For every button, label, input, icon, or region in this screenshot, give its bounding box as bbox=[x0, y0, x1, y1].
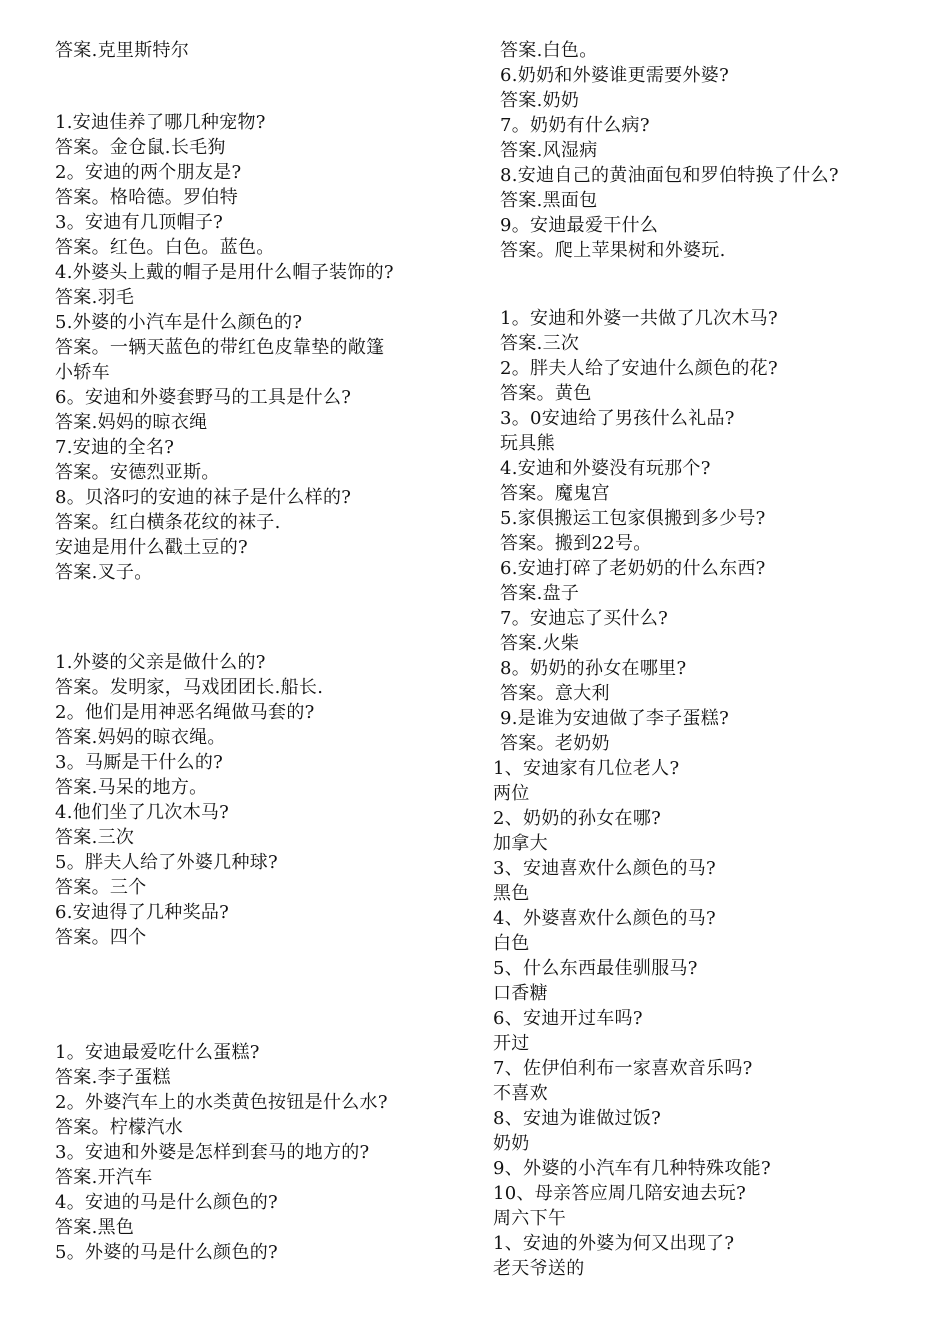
text-line: 答案.羽毛 bbox=[55, 287, 135, 308]
text-line: 5.外婆的小汽车是什么颜色的? bbox=[55, 312, 303, 333]
text-line: 开过 bbox=[493, 1033, 530, 1054]
text-line: 白色 bbox=[493, 933, 530, 954]
text-line: 答案.盘子 bbox=[500, 583, 580, 604]
text-line: 答案.克里斯特尔 bbox=[55, 40, 190, 61]
text-line: 6、安迪开过车吗? bbox=[493, 1008, 643, 1029]
text-line: 答案.黑面包 bbox=[500, 190, 598, 211]
text-line: 答案.奶奶 bbox=[500, 90, 580, 111]
text-line: 5、什么东西最佳驯服马? bbox=[493, 958, 698, 979]
text-line: 两位 bbox=[493, 783, 530, 804]
text-line: 老天爷送的 bbox=[493, 1258, 585, 1279]
text-line: 答案.叉子。 bbox=[55, 562, 153, 583]
text-line: 4、外婆喜欢什么颜色的马? bbox=[493, 908, 717, 929]
text-line: 5.家俱搬运工包家俱搬到多少号? bbox=[500, 508, 766, 529]
text-line: 答案。柠檬汽水 bbox=[55, 1117, 184, 1138]
text-line: 答案.风湿病 bbox=[500, 140, 598, 161]
text-line: 1.外婆的父亲是做什么的? bbox=[55, 652, 266, 673]
text-line: 4.外婆头上戴的帽子是用什么帽子装饰的? bbox=[55, 262, 394, 283]
text-line: 2。胖夫人给了安迪什么颜色的花? bbox=[500, 358, 778, 379]
text-line: 2、奶奶的孙女在哪? bbox=[493, 808, 662, 829]
text-line: 5。外婆的马是什么颜色的? bbox=[55, 1242, 279, 1263]
text-line: 7.安迪的全名? bbox=[55, 437, 175, 458]
text-line: 1.安迪佳养了哪几种宠物? bbox=[55, 112, 266, 133]
text-line: 答案.马呆的地方。 bbox=[55, 777, 208, 798]
text-line: 4。安迪的马是什么颜色的? bbox=[55, 1192, 279, 1213]
text-line: 答案。爬上苹果树和外婆玩. bbox=[500, 240, 726, 261]
text-line: 8。贝洛叼的安迪的袜子是什么样的? bbox=[55, 487, 352, 508]
text-line: 玩具熊 bbox=[500, 433, 555, 454]
text-line: 1。安迪和外婆一共做了几次木马? bbox=[500, 308, 778, 329]
text-line: 1。安迪最爱吃什么蛋糕? bbox=[55, 1042, 260, 1063]
text-line: 7。安迪忘了买什么? bbox=[500, 608, 669, 629]
text-line: 9.是谁为安迪做了李子蛋糕? bbox=[500, 708, 730, 729]
text-line: 1、安迪的外婆为何又出现了? bbox=[493, 1233, 735, 1254]
text-line: 10、母亲答应周几陪安迪去玩? bbox=[493, 1183, 747, 1204]
text-line: 2。外婆汽车上的水类黄色按钮是什么水? bbox=[55, 1092, 388, 1113]
text-line: 答案.白色。 bbox=[500, 40, 598, 61]
text-line: 黑色 bbox=[493, 883, 530, 904]
text-line: 4.安迪和外婆没有玩那个? bbox=[500, 458, 711, 479]
text-line: 3。0安迪给了男孩什么礼品? bbox=[500, 408, 735, 429]
text-line: 4.他们坐了几次木马? bbox=[55, 802, 230, 823]
text-line: 3。安迪和外婆是怎样到套马的地方的? bbox=[55, 1142, 370, 1163]
text-line: 6.安迪打碎了老奶奶的什么东西? bbox=[500, 558, 766, 579]
text-line: 答案。一辆天蓝色的带红色皮靠垫的敞篷 bbox=[55, 337, 385, 358]
text-line: 6.安迪得了几种奖品? bbox=[55, 902, 230, 923]
text-line: 答案.妈妈的晾衣绳 bbox=[55, 412, 208, 433]
text-line: 答案.妈妈的晾衣绳。 bbox=[55, 727, 226, 748]
text-line: 小轿车 bbox=[55, 362, 110, 383]
text-line: 加拿大 bbox=[493, 833, 548, 854]
text-line: 答案。老奶奶 bbox=[500, 733, 610, 754]
text-line: 2。安迪的两个朋友是? bbox=[55, 162, 242, 183]
text-line: 答案。红白横条花纹的袜子. bbox=[55, 512, 281, 533]
text-line: 答案.火柴 bbox=[500, 633, 580, 654]
text-line: 答案。发明家，马戏团团长.船长. bbox=[55, 677, 324, 698]
text-line: 不喜欢 bbox=[493, 1083, 548, 1104]
text-line: 答案。安德烈亚斯。 bbox=[55, 462, 220, 483]
text-line: 答案。格哈德。罗伯特 bbox=[55, 187, 238, 208]
text-line: 答案。红色。白色。蓝色。 bbox=[55, 237, 275, 258]
text-line: 8.安迪自己的黄油面包和罗伯特换了什么? bbox=[500, 165, 839, 186]
text-line: 答案。金仓鼠.长毛狗 bbox=[55, 137, 226, 158]
text-line: 答案.李子蛋糕 bbox=[55, 1067, 171, 1088]
text-line: 1、安迪家有几位老人? bbox=[493, 758, 680, 779]
text-line: 8。奶奶的孙女在哪里? bbox=[500, 658, 687, 679]
text-line: 答案。四个 bbox=[55, 927, 147, 948]
text-line: 答案。魔鬼宫 bbox=[500, 483, 610, 504]
text-line: 8、安迪为谁做过饭? bbox=[493, 1108, 662, 1129]
text-line: 6.奶奶和外婆谁更需要外婆? bbox=[500, 65, 730, 86]
text-line: 5。胖夫人给了外婆几种球? bbox=[55, 852, 279, 873]
text-line: 安迪是用什么戳土豆的? bbox=[55, 537, 248, 558]
text-line: 7。奶奶有什么病? bbox=[500, 115, 650, 136]
text-line: 答案。意大利 bbox=[500, 683, 610, 704]
text-line: 答案.三次 bbox=[500, 333, 580, 354]
text-line: 3。安迪有几顶帽子? bbox=[55, 212, 224, 233]
text-line: 答案。黄色 bbox=[500, 383, 592, 404]
text-line: 答案。搬到22号。 bbox=[500, 533, 652, 554]
text-line: 答案.三次 bbox=[55, 827, 135, 848]
text-line: 6。安迪和外婆套野马的工具是什么? bbox=[55, 387, 352, 408]
text-line: 答案.开汽车 bbox=[55, 1167, 153, 1188]
text-line: 2。他们是用神恶名绳做马套的? bbox=[55, 702, 315, 723]
text-line: 答案。三个 bbox=[55, 877, 147, 898]
text-line: 7、佐伊伯利布一家喜欢音乐吗? bbox=[493, 1058, 753, 1079]
text-line: 9。安迪最爱干什么 bbox=[500, 215, 659, 236]
text-line: 3、安迪喜欢什么颜色的马? bbox=[493, 858, 717, 879]
text-line: 9、外婆的小汽车有几种特殊攻能? bbox=[493, 1158, 771, 1179]
text-line: 答案.黑色 bbox=[55, 1217, 135, 1238]
text-line: 口香糖 bbox=[493, 983, 548, 1004]
text-line: 奶奶 bbox=[493, 1133, 530, 1154]
text-line: 3。马厮是干什么的? bbox=[55, 752, 224, 773]
text-line: 周六下午 bbox=[493, 1208, 567, 1229]
